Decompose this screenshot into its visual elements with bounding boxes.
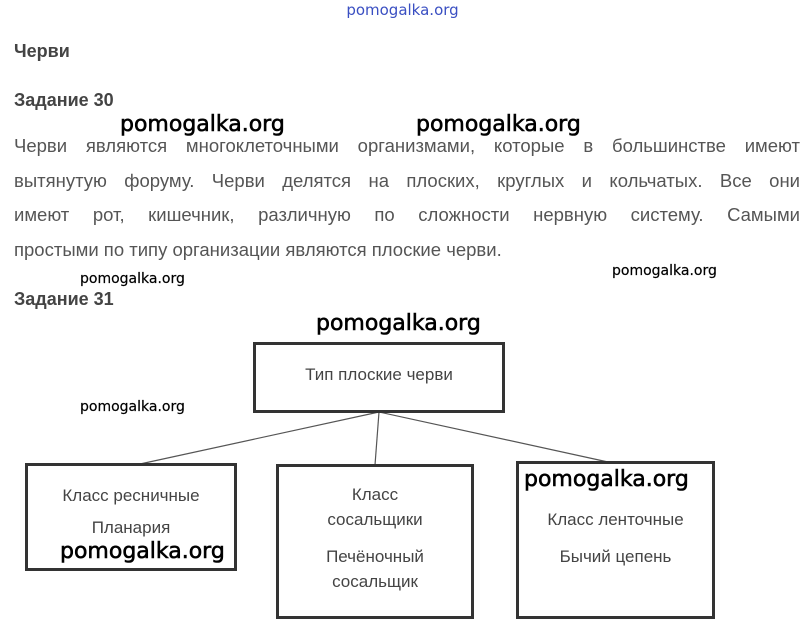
paragraph-line: простыми по типу организации являются плоские черви. (14, 238, 502, 260)
root-node-label: Тип плоские черви (305, 365, 453, 384)
watermark: pomogalka.org (120, 112, 285, 137)
connector-middle (375, 412, 379, 465)
watermark: pomogalka.org (80, 399, 185, 415)
page-title: Черви (14, 41, 70, 61)
class-name: Класс (351, 485, 399, 504)
class-name: Класс ресничные (62, 486, 200, 505)
root-node-box (253, 342, 505, 413)
class-name: Класс ленточные (547, 510, 684, 529)
class-name-line2: сосальщики (327, 510, 423, 529)
watermark: pomogalka.org (612, 263, 717, 279)
connector-left (140, 412, 379, 464)
task-31-title: Задание 31 (14, 289, 114, 309)
watermark: pomogalka.org (524, 467, 689, 492)
watermark: pomogalka.org (316, 311, 481, 336)
class-example: Печёночный (326, 547, 424, 566)
watermark: pomogalka.org (60, 539, 225, 564)
class-node-box-flukes (276, 464, 474, 619)
class-example-line2: сосальщик (332, 572, 418, 591)
task-30-title: Задание 30 (14, 90, 114, 110)
class-example: Планария (91, 518, 171, 537)
paragraph-line: имеют рот, кишечник, различную по сложности нервную систему. Самыми (14, 204, 800, 225)
class-example: Бычий цепень (559, 547, 672, 566)
top-watermark[interactable]: pomogalka.org (346, 1, 459, 19)
watermark: pomogalka.org (80, 271, 185, 287)
watermark: pomogalka.org (416, 112, 581, 137)
connector-right (379, 412, 608, 462)
paragraph-line: Черви являются многоклеточными организмами, которые в большинстве имеют (14, 135, 800, 156)
paragraph-line: вытянутую форуму. Черви делятся на плоских, круглых и кольчатых. Все они (14, 169, 800, 191)
